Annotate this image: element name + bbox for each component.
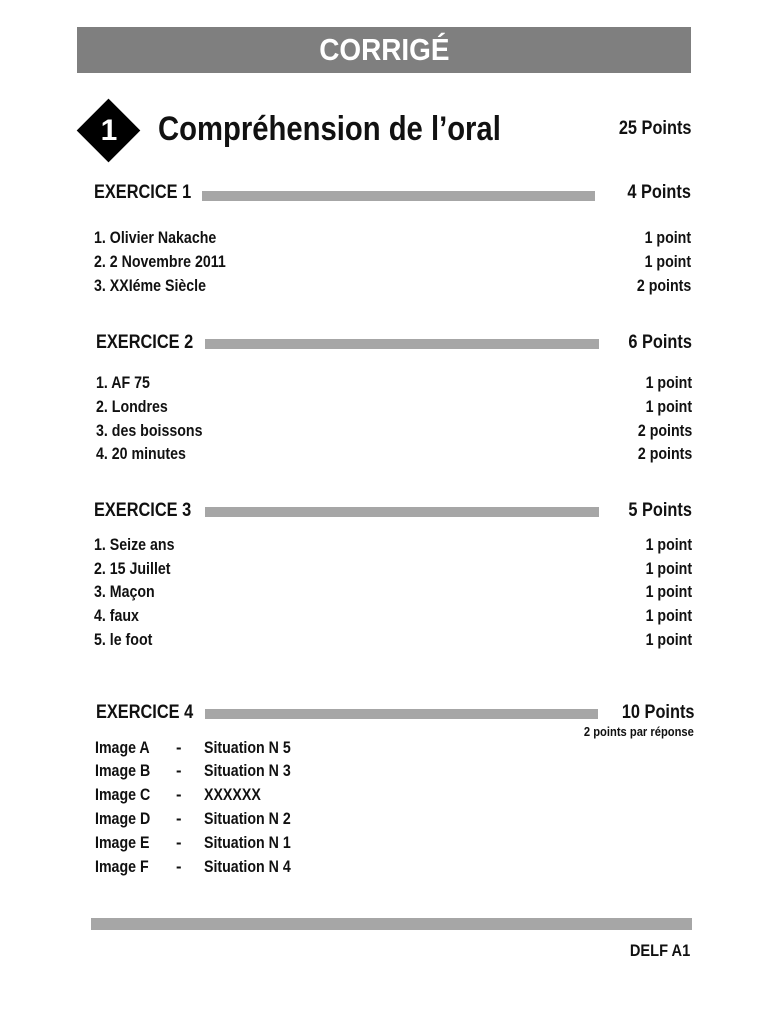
exercise-4-title: EXERCICE 4 (96, 702, 194, 723)
exercise-4-bar (205, 709, 598, 719)
answer-3-5: 5. le foot (94, 631, 153, 649)
match-f-situation: Situation N 4 (204, 858, 291, 876)
answer-3-1: 1. Seize ans (94, 536, 175, 554)
answer-3-2-points: 1 point (645, 560, 692, 578)
exercise-4-points: 10 Points (621, 702, 694, 723)
answer-1-1-points: 1 point (644, 229, 691, 247)
exercise-3-title: EXERCICE 3 (94, 500, 192, 521)
match-c-situation: XXXXXX (204, 786, 261, 804)
exercise-2-points: 6 Points (628, 332, 692, 353)
match-c-image: Image C (95, 786, 151, 804)
match-f-dash: - (176, 858, 182, 876)
answer-3-5-points: 1 point (645, 631, 692, 649)
answer-3-2: 2. 15 Juillet (94, 560, 171, 578)
match-d-situation: Situation N 2 (204, 810, 291, 828)
answer-3-4-points: 1 point (645, 607, 692, 625)
match-f-image: Image F (95, 858, 149, 876)
answer-2-4-points: 2 points (637, 445, 692, 463)
exercise-1-title: EXERCICE 1 (94, 182, 192, 203)
answer-2-3-points: 2 points (637, 422, 692, 440)
answer-2-3: 3. des boissons (96, 422, 203, 440)
answer-2-4: 4. 20 minutes (96, 445, 186, 463)
exercise-3-points: 5 Points (628, 500, 692, 521)
match-a-dash: - (176, 739, 182, 757)
footer-bar (91, 918, 692, 930)
match-d-dash: - (176, 810, 182, 828)
section-title: Compréhension de l’oral (158, 110, 501, 148)
match-d-image: Image D (95, 810, 151, 828)
match-b-image: Image B (95, 762, 151, 780)
answer-1-3: 3. XXIéme Siècle (94, 277, 207, 295)
match-b-situation: Situation N 3 (204, 762, 291, 780)
header-banner (77, 27, 691, 73)
answer-1-1: 1. Olivier Nakache (94, 229, 217, 247)
answer-2-2-points: 1 point (645, 398, 692, 416)
exercise-4-note: 2 points par réponse (584, 724, 694, 739)
answer-1-3-points: 2 points (636, 277, 691, 295)
exercise-3-bar (205, 507, 599, 517)
match-a-image: Image A (95, 739, 150, 757)
answer-2-1-points: 1 point (645, 374, 692, 392)
answer-2-2: 2. Londres (96, 398, 168, 416)
answer-3-3-points: 1 point (645, 583, 692, 601)
match-e-situation: Situation N 1 (204, 834, 291, 852)
answer-3-1-points: 1 point (645, 536, 692, 554)
match-a-situation: Situation N 5 (204, 739, 291, 757)
match-e-dash: - (176, 834, 182, 852)
exercise-1-bar (202, 191, 595, 201)
banner-title: CORRIGÉ (318, 32, 450, 67)
footer-label: DELF A1 (629, 941, 690, 960)
match-b-dash: - (176, 762, 182, 780)
answer-3-3: 3. Maçon (94, 583, 155, 601)
answer-2-1: 1. AF 75 (96, 374, 150, 392)
section-points: 25 Points (618, 118, 691, 139)
answer-1-2: 2. 2 Novembre 2011 (94, 253, 226, 271)
exercise-2-title: EXERCICE 2 (96, 332, 194, 353)
exercise-2-bar (205, 339, 599, 349)
section-number: 1 (100, 114, 118, 147)
answer-3-4: 4. faux (94, 607, 139, 625)
match-e-image: Image E (95, 834, 150, 852)
exercise-1-points: 4 Points (627, 182, 691, 203)
answer-1-2-points: 1 point (644, 253, 691, 271)
match-c-dash: - (176, 786, 182, 804)
